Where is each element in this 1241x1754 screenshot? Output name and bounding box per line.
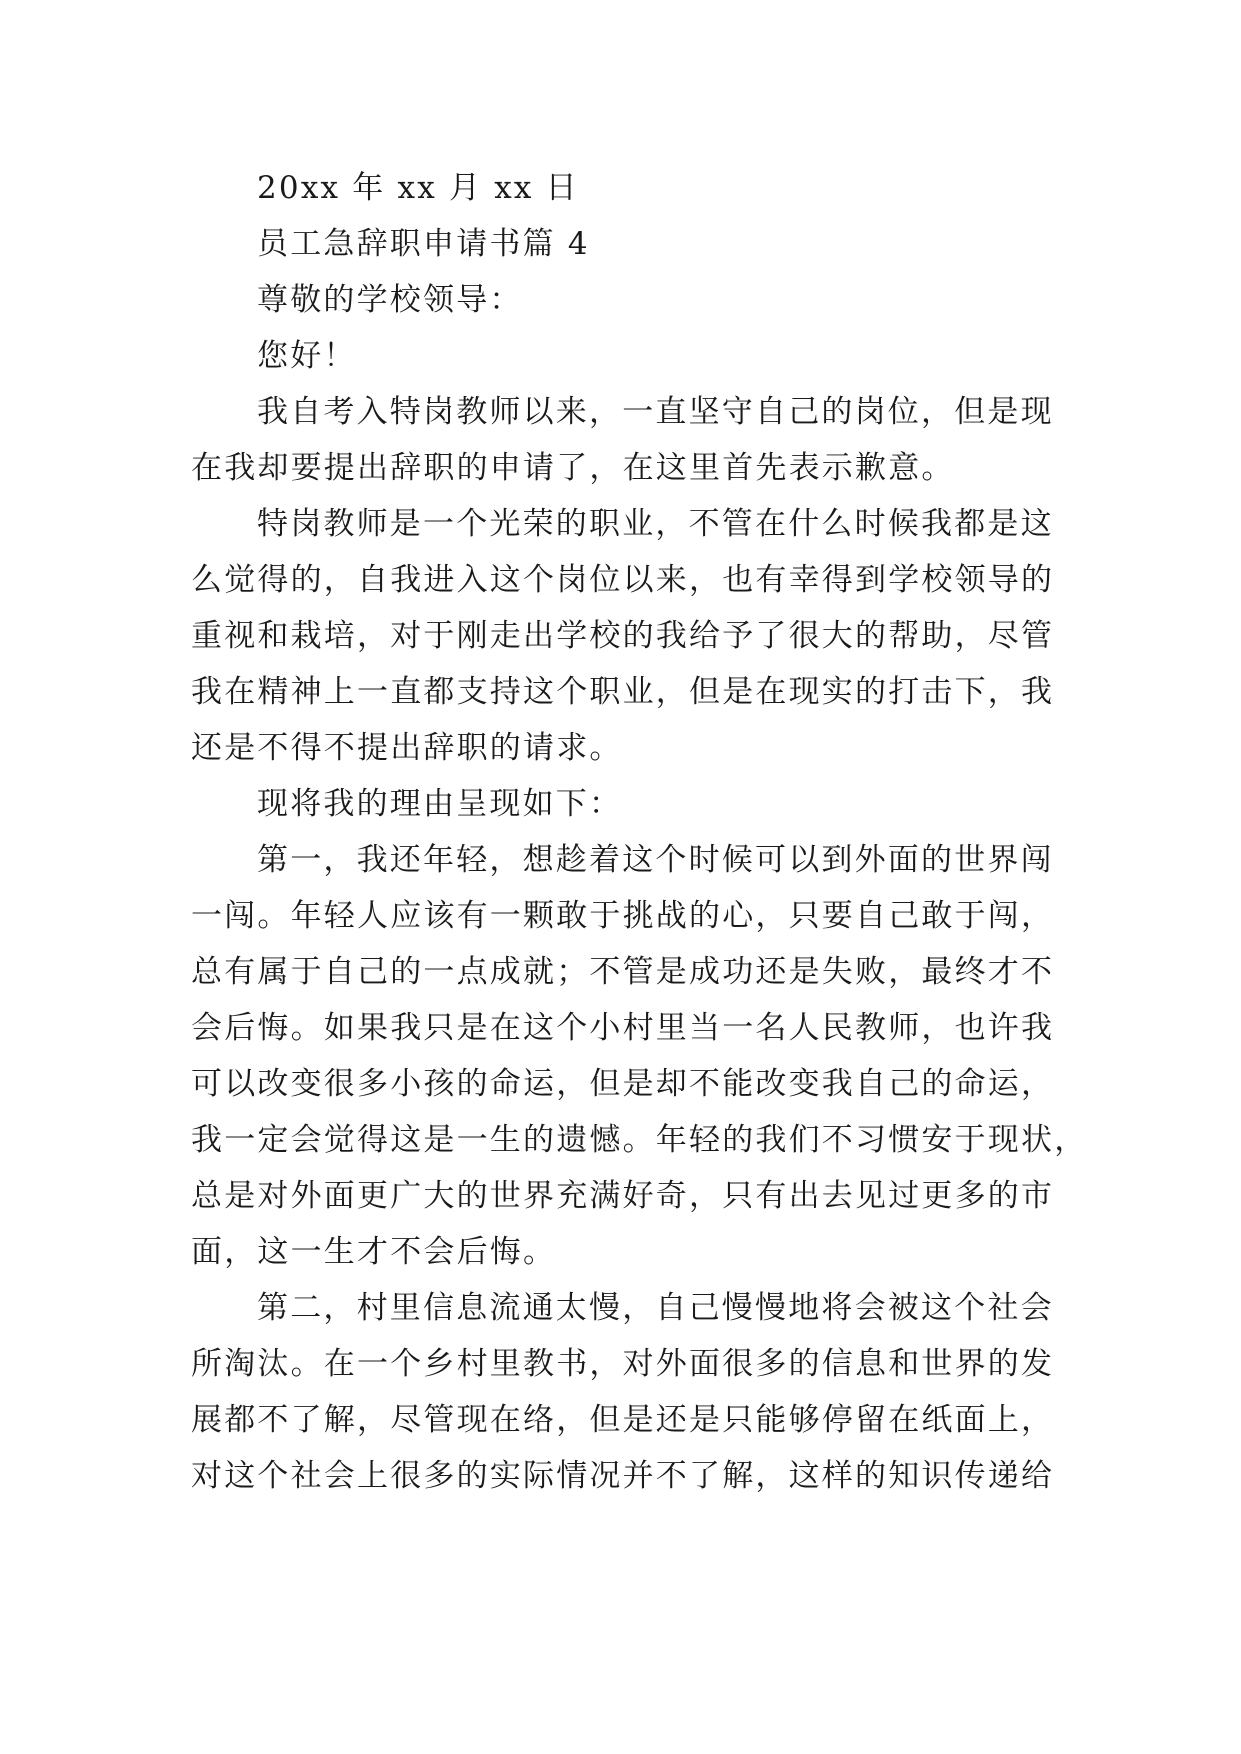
paragraph-2-line: 特岗教师是一个光荣的职业，不管在什么时候我都是这 (257, 506, 1054, 542)
paragraph-4-line: 面，这一生才不会后悔。 (191, 1234, 557, 1270)
paragraph-4-line: 一闯。年轻人应该有一颗敢于挑战的心，只要自己敢于闯， (191, 898, 1055, 934)
paragraph-2-line: 重视和栽培，对于刚走出学校的我给予了很大的帮助，尽管 (191, 618, 1055, 654)
salutation: 尊敬的学校领导： (257, 282, 523, 318)
paragraph-4-line: 总是对外面更广大的世界充满好奇，只有出去见过更多的市 (191, 1178, 1055, 1214)
paragraph-4-line: 可以改变很多小孩的命运，但是却不能改变我自己的命运， (191, 1066, 1055, 1102)
document-body (191, 160, 1088, 1504)
paragraph-1-line: 在我却要提出辞职的申请了，在这里首先表示歉意。 (191, 450, 955, 486)
paragraph-4-line: 我一定会觉得这是一生的遗憾。年轻的我们不习惯安于现状， (191, 1122, 1088, 1158)
paragraph-1-line: 我自考入特岗教师以来，一直坚守自己的岗位，但是现 (257, 394, 1054, 430)
paragraph-5-line: 第二，村里信息流通太慢，自己慢慢地将会被这个社会 (257, 1290, 1054, 1326)
paragraph-4-line: 会后悔。如果我只是在这个小村里当一名人民教师，也许我 (191, 1010, 1055, 1046)
paragraph-2-line: 还是不得不提出辞职的请求。 (191, 730, 623, 766)
date-line: 20xx 年 xx 月 xx 日 (257, 170, 579, 206)
paragraph-2-line: 我在精神上一直都支持这个职业，但是在现实的打击下，我 (191, 674, 1055, 710)
paragraph-3-line: 现将我的理由呈现如下： (257, 786, 623, 822)
paragraph-5-line: 对这个社会上很多的实际情况并不了解，这样的知识传递给 (191, 1458, 1055, 1494)
paragraph-4-line: 第一，我还年轻，想趁着这个时候可以到外面的世界闯 (257, 842, 1054, 878)
paragraph-4-line: 总有属于自己的一点成就；不管是成功还是失败，最终才不 (191, 954, 1055, 990)
section-heading: 员工急辞职申请书篇 4 (257, 226, 590, 262)
paragraph-5-line: 所淘汰。在一个乡村里教书，对外面很多的信息和世界的发 (191, 1346, 1055, 1382)
paragraph-5-line: 展都不了解，尽管现在络，但是还是只能够停留在纸面上， (191, 1402, 1055, 1438)
paragraph-2-line: 么觉得的，自我进入这个岗位以来，也有幸得到学校领导的 (191, 562, 1055, 598)
greeting: 您好！ (257, 338, 357, 374)
